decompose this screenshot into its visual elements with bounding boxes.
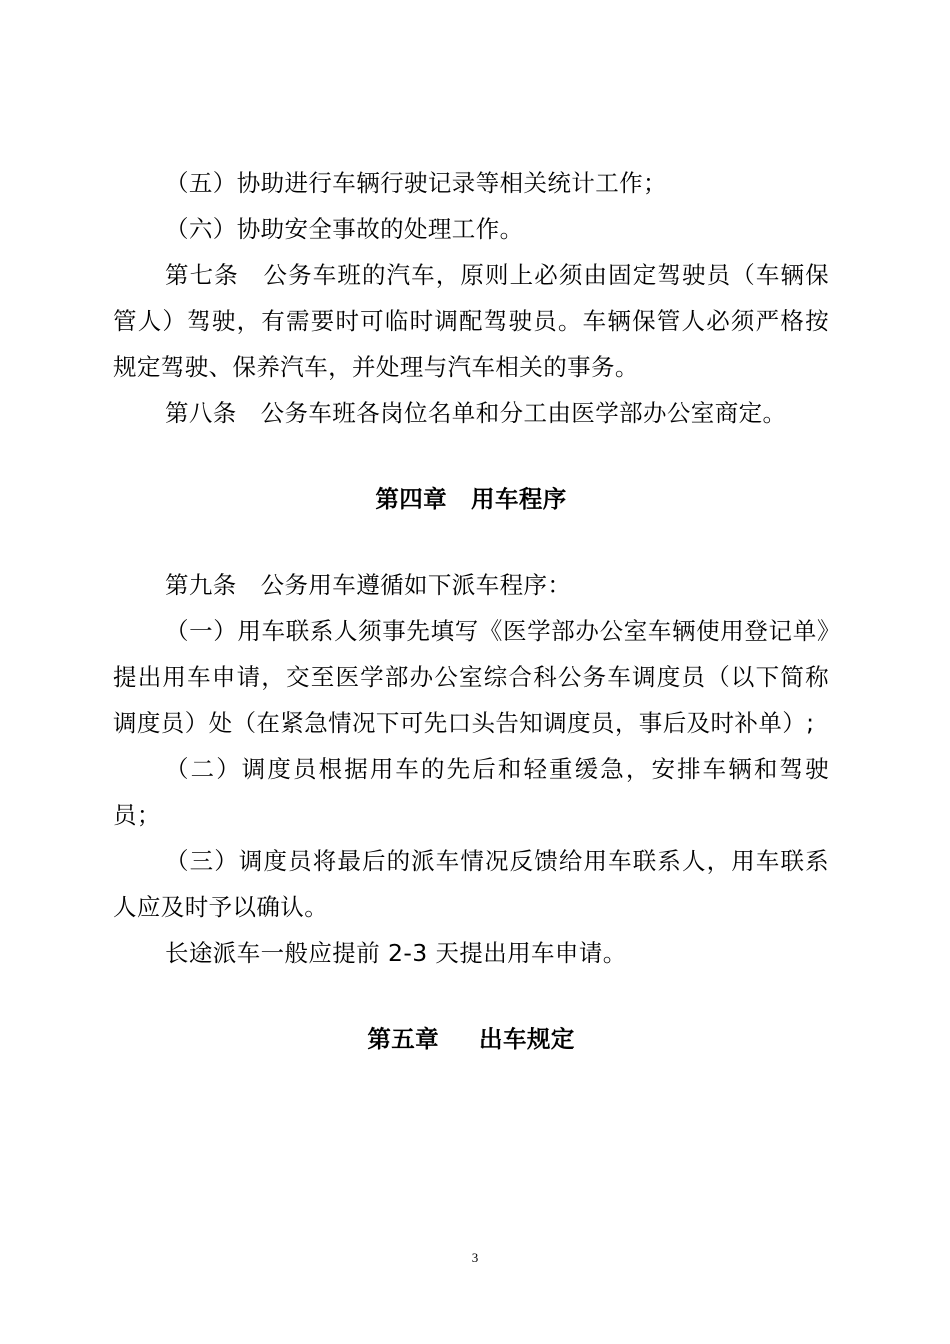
article-7: 第七条 公务车班的汽车，原则上必须由固定驾驶员（车辆保管人）驾驶，有需要时可临时调配驾驶员。车辆保管人必须严格按规定驾驶、保养汽车，并处理与汽车相关的事务。 <box>113 261 829 381</box>
chapter-4-number: 第四章 <box>375 485 448 513</box>
long-distance-note: 长途派车一般应提前 2-3 天提出用车申请。 <box>165 939 627 967</box>
paragraph-item-5: （五）协助进行车辆行驶记录等相关统计工作； <box>165 169 667 197</box>
chapter-5-number: 第五章 <box>367 1025 440 1053</box>
document-body <box>113 160 829 1062</box>
procedure-step-2: （二）调度员根据用车的先后和轻重缓急，安排车辆和驾驶员； <box>113 755 829 829</box>
chapter-5-title: 出车规定 <box>479 1025 575 1053</box>
paragraph-item-6: （六）协助安全事故的处理工作。 <box>165 215 524 243</box>
chapter-4-heading <box>113 476 829 522</box>
procedure-step-1: （一）用车联系人须事先填写《医学部办公室车辆使用登记单》提出用车申请，交至医学部办公室综合科公务车调度员（以下简称调度员）处（在紧急情况下可先口头告知调度员，事后及时补单）; <box>113 617 829 737</box>
procedure-step-3: （三）调度员将最后的派车情况反馈给用车联系人，用车联系人应及时予以确认。 <box>113 847 829 921</box>
article-9: 第九条 公务用车遵循如下派车程序： <box>165 571 572 599</box>
article-8: 第八条 公务车班各岗位名单和分工由医学部办公室商定。 <box>165 399 787 427</box>
chapter-5-heading <box>113 1016 829 1062</box>
chapter-4-title: 用车程序 <box>471 485 567 513</box>
page-number: 3 <box>471 1250 479 1265</box>
